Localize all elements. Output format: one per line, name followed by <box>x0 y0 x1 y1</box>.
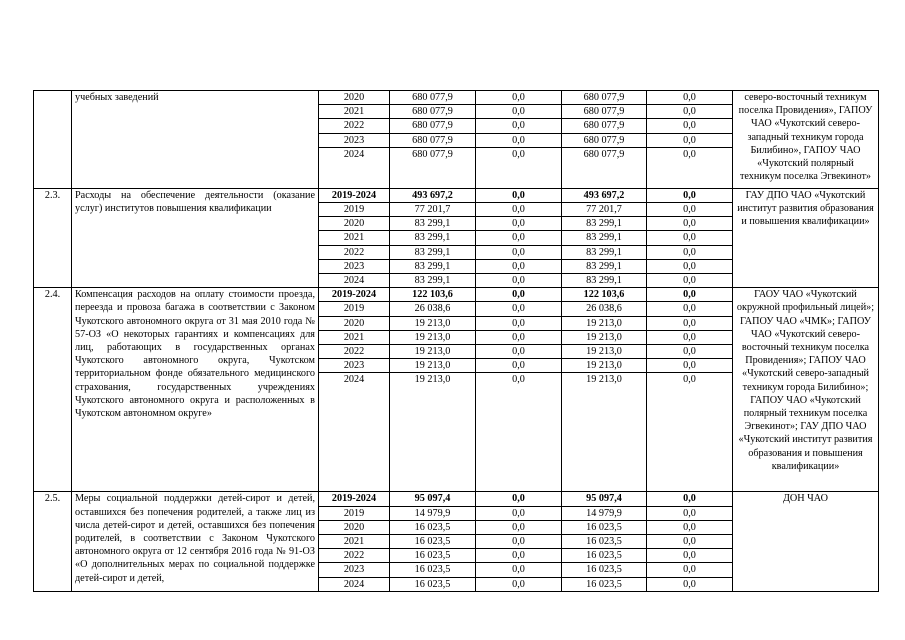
year-cell: 2019 <box>319 203 390 217</box>
year-cell: 2023 <box>319 563 390 577</box>
other-sources-cell: 0,0 <box>647 245 733 259</box>
regional-budget-cell: 19 213,0 <box>562 330 647 344</box>
other-sources-cell: 0,0 <box>647 345 733 359</box>
federal-budget-cell: 0,0 <box>476 119 562 133</box>
year-cell: 2019 <box>319 302 390 316</box>
federal-budget-cell: 0,0 <box>476 91 562 105</box>
federal-budget-cell: 0,0 <box>476 549 562 563</box>
item-description: Расходы на обеспечение деятельности (оказание услуг) институтов повышения квалификации <box>72 188 319 287</box>
total-amount-cell: 680 077,9 <box>390 105 476 119</box>
other-sources-cell: 0,0 <box>647 302 733 316</box>
other-sources-cell: 0,0 <box>647 492 733 506</box>
year-cell: 2021 <box>319 330 390 344</box>
regional-budget-cell: 83 299,1 <box>562 217 647 231</box>
federal-budget-cell: 0,0 <box>476 359 562 373</box>
other-sources-cell: 0,0 <box>647 147 733 188</box>
table-row <box>34 492 879 506</box>
total-amount-cell: 16 023,5 <box>390 563 476 577</box>
federal-budget-cell: 0,0 <box>476 302 562 316</box>
year-cell: 2022 <box>319 549 390 563</box>
regional-budget-cell: 83 299,1 <box>562 231 647 245</box>
table-row <box>34 188 879 202</box>
year-cell: 2021 <box>319 231 390 245</box>
total-amount-cell: 19 213,0 <box>390 373 476 492</box>
other-sources-cell: 0,0 <box>647 91 733 105</box>
other-sources-cell: 0,0 <box>647 217 733 231</box>
federal-budget-cell: 0,0 <box>476 577 562 591</box>
federal-budget-cell: 0,0 <box>476 373 562 492</box>
total-amount-cell: 16 023,5 <box>390 520 476 534</box>
total-amount-cell: 680 077,9 <box>390 91 476 105</box>
other-sources-cell: 0,0 <box>647 259 733 273</box>
regional-budget-cell: 19 213,0 <box>562 345 647 359</box>
total-amount-cell: 83 299,1 <box>390 217 476 231</box>
total-amount-cell: 19 213,0 <box>390 345 476 359</box>
regional-budget-cell: 19 213,0 <box>562 359 647 373</box>
regional-budget-cell: 83 299,1 <box>562 259 647 273</box>
regional-budget-cell: 77 201,7 <box>562 203 647 217</box>
federal-budget-cell: 0,0 <box>476 535 562 549</box>
year-cell: 2024 <box>319 147 390 188</box>
regional-budget-cell: 680 077,9 <box>562 91 647 105</box>
regional-budget-cell: 16 023,5 <box>562 535 647 549</box>
total-amount-cell: 95 097,4 <box>390 492 476 506</box>
year-cell: 2024 <box>319 577 390 591</box>
item-number: 2.5. <box>34 492 72 591</box>
regional-budget-cell: 16 023,5 <box>562 563 647 577</box>
other-sources-cell: 0,0 <box>647 330 733 344</box>
regional-budget-cell: 493 697,2 <box>562 188 647 202</box>
regional-budget-cell: 16 023,5 <box>562 520 647 534</box>
federal-budget-cell: 0,0 <box>476 330 562 344</box>
federal-budget-cell: 0,0 <box>476 188 562 202</box>
other-sources-cell: 0,0 <box>647 288 733 302</box>
responsible-executor: северо-восточный техникум поселка Провидения», ГАПОУ ЧАО «Чукотский северо-западный техникум города Билибино», ГАПОУ ЧАО «Чукотский полярный техникум поселка Эгвекинот» <box>733 91 879 189</box>
total-amount-cell: 493 697,2 <box>390 188 476 202</box>
other-sources-cell: 0,0 <box>647 373 733 492</box>
federal-budget-cell: 0,0 <box>476 506 562 520</box>
total-amount-cell: 16 023,5 <box>390 577 476 591</box>
year-cell: 2019-2024 <box>319 288 390 302</box>
regional-budget-cell: 83 299,1 <box>562 274 647 288</box>
year-cell: 2021 <box>319 535 390 549</box>
federal-budget-cell: 0,0 <box>476 217 562 231</box>
regional-budget-cell: 122 103,6 <box>562 288 647 302</box>
regional-budget-cell: 19 213,0 <box>562 373 647 492</box>
federal-budget-cell: 0,0 <box>476 316 562 330</box>
federal-budget-cell: 0,0 <box>476 105 562 119</box>
item-number <box>34 91 72 189</box>
year-cell: 2023 <box>319 359 390 373</box>
other-sources-cell: 0,0 <box>647 231 733 245</box>
federal-budget-cell: 0,0 <box>476 492 562 506</box>
regional-budget-cell: 19 213,0 <box>562 316 647 330</box>
other-sources-cell: 0,0 <box>647 549 733 563</box>
total-amount-cell: 680 077,9 <box>390 147 476 188</box>
total-amount-cell: 16 023,5 <box>390 549 476 563</box>
federal-budget-cell: 0,0 <box>476 259 562 273</box>
federal-budget-cell: 0,0 <box>476 288 562 302</box>
table-row <box>34 288 879 302</box>
regional-budget-cell: 83 299,1 <box>562 245 647 259</box>
other-sources-cell: 0,0 <box>647 563 733 577</box>
total-amount-cell: 19 213,0 <box>390 316 476 330</box>
year-cell: 2024 <box>319 373 390 492</box>
federal-budget-cell: 0,0 <box>476 133 562 147</box>
item-number: 2.3. <box>34 188 72 287</box>
other-sources-cell: 0,0 <box>647 535 733 549</box>
other-sources-cell: 0,0 <box>647 520 733 534</box>
other-sources-cell: 0,0 <box>647 133 733 147</box>
other-sources-cell: 0,0 <box>647 316 733 330</box>
federal-budget-cell: 0,0 <box>476 245 562 259</box>
other-sources-cell: 0,0 <box>647 203 733 217</box>
federal-budget-cell: 0,0 <box>476 203 562 217</box>
regional-budget-cell: 680 077,9 <box>562 147 647 188</box>
table-row <box>34 91 879 105</box>
year-cell: 2022 <box>319 345 390 359</box>
item-number: 2.4. <box>34 288 72 492</box>
regional-budget-cell: 680 077,9 <box>562 133 647 147</box>
federal-budget-cell: 0,0 <box>476 274 562 288</box>
federal-budget-cell: 0,0 <box>476 147 562 188</box>
year-cell: 2022 <box>319 245 390 259</box>
other-sources-cell: 0,0 <box>647 506 733 520</box>
other-sources-cell: 0,0 <box>647 105 733 119</box>
other-sources-cell: 0,0 <box>647 188 733 202</box>
federal-budget-cell: 0,0 <box>476 231 562 245</box>
document-page <box>33 90 878 592</box>
total-amount-cell: 680 077,9 <box>390 119 476 133</box>
federal-budget-cell: 0,0 <box>476 520 562 534</box>
year-cell: 2024 <box>319 274 390 288</box>
year-cell: 2019-2024 <box>319 188 390 202</box>
item-description: учебных заведений <box>72 91 319 189</box>
year-cell: 2019 <box>319 506 390 520</box>
regional-budget-cell: 14 979,9 <box>562 506 647 520</box>
other-sources-cell: 0,0 <box>647 274 733 288</box>
other-sources-cell: 0,0 <box>647 119 733 133</box>
other-sources-cell: 0,0 <box>647 577 733 591</box>
year-cell: 2023 <box>319 133 390 147</box>
item-description: Компенсация расходов на оплату стоимости проезда, переезда и провоза багажа в соответствии с Законом Чукотского автономного округа от 31 мая 2010 года № 57-ОЗ «О некоторых гарантиях и компенсациях для лиц, работающих в государственных органах Чукотского автономного округа, Чукотском территориальном фонде обязательного медицинского страхования, государственных учреждениях Чукотского автономного округа и расположенных в Чукотском автономном округе» <box>72 288 319 492</box>
total-amount-cell: 16 023,5 <box>390 535 476 549</box>
federal-budget-cell: 0,0 <box>476 563 562 577</box>
responsible-executor: ГАОУ ЧАО «Чукотский окружной профильный лицей»; ГАПОУ ЧАО «ЧМК»; ГАПОУ ЧАО «Чукотский северо-восточный техникум поселка Провидения»; ГАПОУ ЧАО «Чукотский северо-западный техникум города Билибино»; ГАПОУ ЧАО «Чукотский полярный техникум поселка Эгвекинот»; ГАУ ДПО ЧАО «Чукотский институт развития образования и повышения квалификации» <box>733 288 879 492</box>
total-amount-cell: 83 299,1 <box>390 274 476 288</box>
responsible-executor: ДОН ЧАО <box>733 492 879 591</box>
total-amount-cell: 19 213,0 <box>390 359 476 373</box>
total-amount-cell: 14 979,9 <box>390 506 476 520</box>
year-cell: 2022 <box>319 119 390 133</box>
year-cell: 2020 <box>319 316 390 330</box>
regional-budget-cell: 16 023,5 <box>562 577 647 591</box>
total-amount-cell: 83 299,1 <box>390 245 476 259</box>
total-amount-cell: 26 038,6 <box>390 302 476 316</box>
item-description: Меры социальной поддержки детей-сирот и детей, оставшихся без попечения родителей, а также лиц из числа детей-сирот и детей, оставшихся без попечения родителей, в соответствии с Законом Чукотского автономного округа от 12 сентября 2016 года № 91-ОЗ «О дополнительных мерах по социальной поддержке детей-сирот и детей, <box>72 492 319 591</box>
year-cell: 2020 <box>319 520 390 534</box>
total-amount-cell: 77 201,7 <box>390 203 476 217</box>
year-cell: 2020 <box>319 91 390 105</box>
year-cell: 2021 <box>319 105 390 119</box>
regional-budget-cell: 680 077,9 <box>562 105 647 119</box>
total-amount-cell: 83 299,1 <box>390 231 476 245</box>
regional-budget-cell: 95 097,4 <box>562 492 647 506</box>
regional-budget-cell: 16 023,5 <box>562 549 647 563</box>
regional-budget-cell: 26 038,6 <box>562 302 647 316</box>
total-amount-cell: 680 077,9 <box>390 133 476 147</box>
total-amount-cell: 19 213,0 <box>390 330 476 344</box>
year-cell: 2019-2024 <box>319 492 390 506</box>
total-amount-cell: 122 103,6 <box>390 288 476 302</box>
responsible-executor: ГАУ ДПО ЧАО «Чукотский институт развития образования и повышения квалификации» <box>733 188 879 287</box>
other-sources-cell: 0,0 <box>647 359 733 373</box>
year-cell: 2020 <box>319 217 390 231</box>
program-measures-table <box>33 90 879 592</box>
federal-budget-cell: 0,0 <box>476 345 562 359</box>
year-cell: 2023 <box>319 259 390 273</box>
total-amount-cell: 83 299,1 <box>390 259 476 273</box>
regional-budget-cell: 680 077,9 <box>562 119 647 133</box>
